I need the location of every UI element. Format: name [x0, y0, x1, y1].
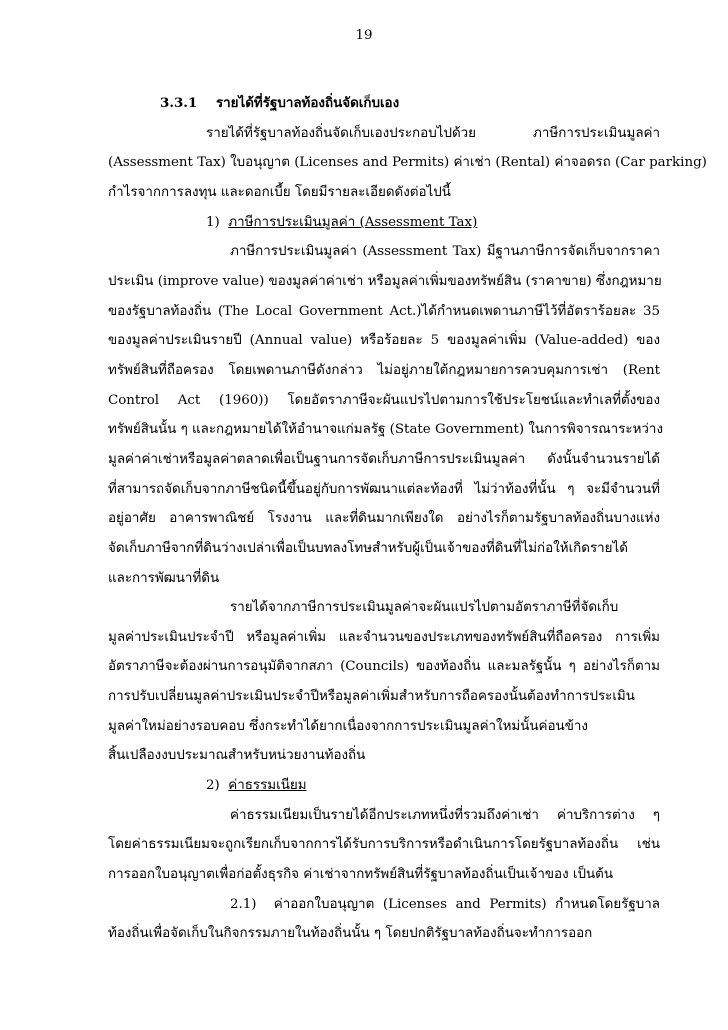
paragraph-line: สิ้นเปลืองงบประมาณสำหรับหน่วยงานท้องถิ่น — [108, 748, 366, 763]
paragraph-line: และการพัฒนาที่ดิน — [108, 571, 220, 586]
paragraph-line: ทรัพย์สินนั้น ๆ และกฎหมายได้ให้อำนาจแก่มลรัฐ (State Government) ในการพิจารณาระหว่าง — [108, 422, 663, 437]
section-number: 3.3.1 — [160, 95, 198, 111]
list-item-heading — [206, 776, 660, 796]
paragraph-line: โดยค่าธรรมเนียมจะถูกเรียกเก็บจากการได้รับการบริการหรือดำเนินการโดยรัฐบาลท้องถิ่น เช่น — [108, 837, 660, 852]
paragraph-line: Control Act (1960)) โดยอัตราภาษีจะผันแปรไปตามการใช้ประโยชน์และทำเลที่ตั้งของ — [108, 393, 660, 408]
list-item-title: ภาษีการประเมินมูลค่า (Assessment Tax) — [228, 215, 478, 230]
paragraph-line: มูลค่าใหม่อย่างรอบคอบ ซึ่งกระทำได้ยากเนื่องจากการประเมินมูลค่าใหม่นั้นค่อนข้าง — [108, 719, 588, 734]
paragraph-line: การออกใบอนุญาตเพื่อก่อตั้งธุรกิจ ค่าเช่าจากทรัพย์สินที่รัฐบาลท้องถิ่นเป็นเจ้าของ เป็นต้น — [108, 867, 613, 882]
list-item-number: 2) — [206, 778, 220, 793]
paragraph-line: ท้องถิ่นเพื่อจัดเก็บในกิจกรรมภายในท้องถิ่นนั้น ๆ โดยปกติรัฐบาลท้องถิ่นจะทำการออก — [108, 926, 593, 941]
sub-item-number: 2.1) — [230, 897, 257, 912]
paragraph-line: รายได้จากภาษีการประเมินมูลค่าจะผันแปรไปตามอัตราภาษีที่จัดเก็บ — [230, 600, 619, 615]
paragraph-line: อัตราภาษีจะต้องผ่านการอนุมัติจากสภา (Councils) ของท้องถิ่น และมลรัฐนั้น ๆ อย่างไรก็ตาม — [108, 659, 660, 674]
paragraph-line: ภาษีการประเมินมูลค่า (Assessment Tax) มีฐานภาษีการจัดเก็บจากราคา — [230, 244, 660, 259]
paragraph-line: ของมูลค่าประเมินรายปี (Annual value) หรือร้อยละ 5 ของมูลค่าเพิ่ม (Value-added) ของ — [108, 333, 660, 348]
paragraph-line: อยู่อาศัย อาคารพาณิชย์ โรงงาน และที่ดินมากเพียงใด อย่างไรก็ตามรัฐบาลท้องถิ่นบางแห่ง — [108, 511, 660, 526]
paragraph-line: มูลค่าค่าเช่าหรือมูลค่าตลาดเพื่อเป็นฐานการจัดเก็บภาษีการประเมินมูลค่า ดังนั้นจำนวนรายได้ — [108, 452, 660, 467]
paragraph-line: ประเมิน (improve value) ของมูลค่าค่าเช่า หรือมูลค่าเพิ่มของทรัพย์สิน (ราคาขาย) ซึ่งกฎหมาย — [108, 274, 662, 289]
paragraph-line: มูลค่าประเมินประจำปี หรือมูลค่าเพิ่ม และจำนวนของประเภทของทรัพย์สินที่ถือครอง การเพิ่ม — [108, 630, 660, 645]
paragraph-line: (Assessment Tax) ใบอนุญาต (Licenses and Permits) ค่าเช่า (Rental) ค่าจอดรถ (Car parking) — [108, 155, 707, 170]
list-item-number: 1) — [206, 215, 220, 230]
paragraph-line: การปรับเปลี่ยนมูลค่าประเมินประจำปีหรือมูลค่าเพิ่มสำหรับการถือครองนั้นต้องทำการประเมิน — [108, 689, 635, 704]
sub-item-line — [230, 895, 660, 915]
paragraph-line: ของรัฐบาลท้องถิ่น (The Local Government Act.)ได้กำหนดเพดานภาษีไว้ที่อัตราร้อยละ 35 — [108, 304, 660, 319]
paragraph-line: ที่สามารถจัดเก็บจากภาษีชนิดนี้ขึ้นอยู่กับการพัฒนาแต่ละท้องที่ ไม่ว่าท้องที่นั้น ๆ จะมีจำนวนที่ — [108, 482, 660, 497]
paragraph-line: รายได้ที่รัฐบาลท้องถิ่นจัดเก็บเองประกอบไปด้วย ภาษีการประเมินมูลค่า — [206, 126, 660, 141]
paragraph-line: กำไรจากการลงทุน และดอกเบี้ย โดยมีรายละเอียดดังต่อไปนี้ — [108, 185, 451, 200]
list-item-title: ค่าธรรมเนียม — [228, 778, 307, 793]
page-number: 19 — [355, 28, 373, 43]
paragraph-line: จัดเก็บภาษีจากที่ดินว่างเปล่าเพื่อเป็นบทลงโทษสำหรับผู้เป็นเจ้าของที่ดินที่ไม่ก่อให้เกิดรายได้ — [108, 541, 628, 556]
section-title: รายได้ที่รัฐบาลท้องถิ่นจัดเก็บเอง — [215, 95, 400, 111]
list-item-heading — [206, 213, 660, 233]
paragraph-line: ทรัพย์สินที่ถือครอง โดยเพดานภาษีดังกล่าว ไม่อยู่ภายใต้กฎหมายการควบคุมการเช่า (Rent — [108, 363, 660, 378]
paragraph-line: ค่าธรรมเนียมเป็นรายได้อีกประเภทหนึ่งที่รวมถึงค่าเช่า ค่าบริการต่าง ๆ — [230, 808, 660, 823]
section-heading — [160, 93, 660, 113]
sub-item-text: ค่าออกใบอนุญาต (Licenses and Permits) กำหนดโดยรัฐบาล — [273, 897, 660, 912]
